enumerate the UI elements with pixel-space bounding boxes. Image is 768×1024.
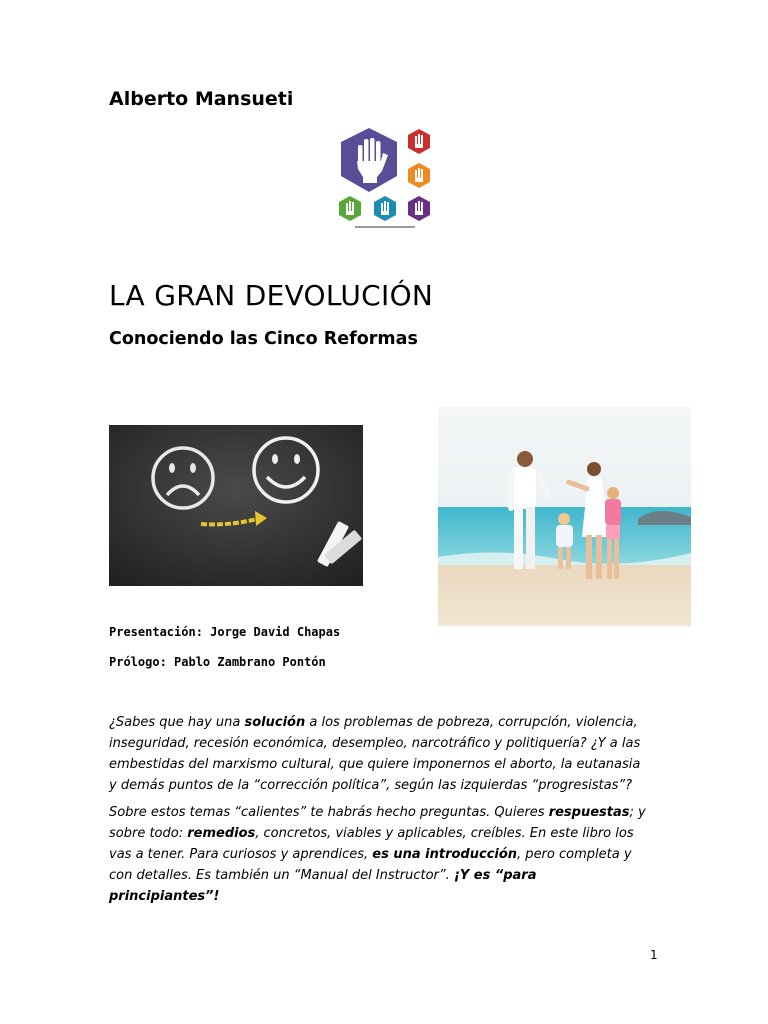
presentation-name: Jorge David Chapas [210, 625, 341, 639]
prologue-name: Pablo Zambrano Pontón [174, 655, 326, 669]
emphasis-solucion: solución [244, 715, 306, 730]
chalkboard-image [109, 425, 363, 586]
presentation-credit [109, 625, 340, 639]
prologue-credit [109, 655, 326, 669]
book-title: LA GRAN DEVOLUCIÓN [109, 279, 434, 312]
intro-paragraph-1: ¿Sabes que hay una solución a los problemas de pobreza, corrupción, violencia, inseguridad, recesión económica, desempleo, narcotráfico y politiquería? ¿Y a las embestidas del marxismo cultural, que quiere imponernos el aborto, la eutanasia y demás puntos de la “corrección política”, según las izquierdas “progresistas”? [109, 715, 641, 793]
page-number: 1 [650, 948, 658, 962]
emphasis-remedios: remedios [187, 826, 256, 841]
family-walking-on-beach-icon [438, 407, 691, 626]
prologue-label: Prólogo: [109, 655, 167, 669]
author-name: Alberto Mansueti [109, 88, 294, 110]
raised-hands-hexagons-logo-icon [333, 125, 437, 233]
emphasis-principiantes: ¡Y es “para principiantes”! [109, 868, 537, 904]
book-subtitle: Conociendo las Cinco Reformas [109, 329, 418, 349]
emphasis-introduccion: es una introducción [372, 847, 518, 862]
beach-family-image [438, 407, 691, 626]
chalkboard-sad-to-happy-face-icon [109, 425, 363, 586]
emphasis-respuestas: respuestas [548, 805, 630, 820]
presentation-label: Presentación: [109, 625, 203, 639]
raised-hands-logo [333, 125, 437, 233]
intro-paragraph-2: Sobre estos temas “calientes” te habrás hecho preguntas. Quieres respuestas; y sobre todo: remedios, concretos, viables y aplicables, creíbles. En este libro los vas a tener. Para curiosos y aprendices, es una introducción, pero completa y con detalles. Es también un “Manual del Instructor”. ¡Y es “para principiantes”! [109, 805, 646, 904]
